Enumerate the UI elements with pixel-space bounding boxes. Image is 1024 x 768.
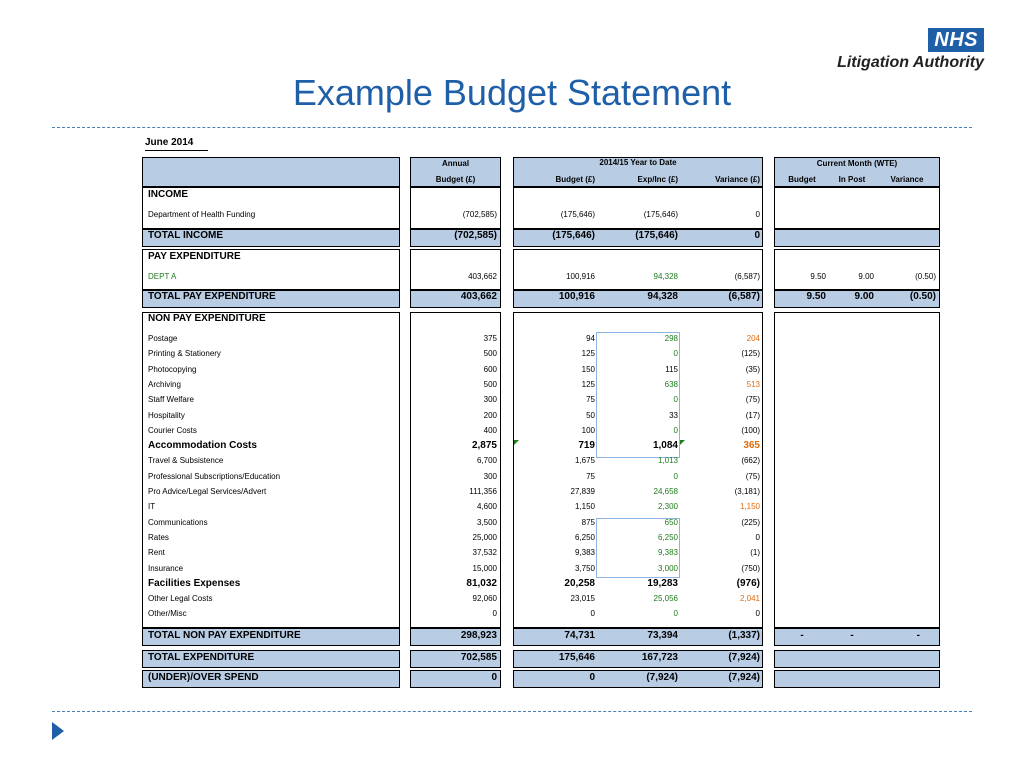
row-exp: 298 — [664, 334, 678, 343]
row-label: Courier Costs — [148, 426, 197, 435]
row-annual: 4,600 — [476, 502, 497, 511]
row-annual: 600 — [483, 365, 497, 374]
row-label: Postage — [148, 334, 178, 343]
total-exp-annual: 702,585 — [460, 652, 497, 663]
bottom-divider — [52, 711, 972, 712]
row-label: Travel & Subsistence — [148, 456, 224, 465]
under-over-budget: 0 — [589, 672, 595, 683]
header-cm-variance: Variance — [890, 175, 924, 184]
income-cm-panel — [774, 187, 940, 229]
total-pay-label: TOTAL PAY EXPENDITURE — [148, 291, 276, 302]
row-exp: 1,013 — [657, 456, 678, 465]
total-pay-cm-inpost: 9.00 — [854, 291, 874, 302]
total-exp-budget: 175,646 — [558, 652, 595, 663]
row-exp: 94,328 — [653, 272, 678, 281]
total-income-exp: (175,646) — [635, 230, 678, 241]
header-annual-budget: Budget (£) — [435, 175, 476, 184]
row-label: Staff Welfare — [148, 395, 194, 404]
total-nonpay-cm-inpost: - — [850, 630, 854, 641]
row-annual: 25,000 — [472, 533, 497, 542]
row-exp: 19,283 — [647, 578, 678, 589]
row-exp: 115 — [665, 365, 678, 374]
row-cm-inpost: 9.00 — [858, 272, 874, 281]
income-annual-panel — [410, 187, 501, 229]
row-exp: 0 — [673, 472, 678, 481]
total-exp-var: (7,924) — [728, 652, 760, 663]
row-budget: 3,750 — [574, 564, 595, 573]
pay-cm-panel — [774, 249, 940, 290]
row-var: (35) — [745, 365, 760, 374]
row-label: IT — [148, 502, 156, 511]
row-exp: 2,300 — [657, 502, 678, 511]
row-budget: 20,258 — [564, 578, 595, 589]
total-exp-exp: 167,723 — [641, 652, 678, 663]
row-budget: 125 — [581, 349, 595, 358]
total-pay-exp: 94,328 — [647, 291, 678, 302]
row-annual: 400 — [483, 426, 497, 435]
row-budget: 27,839 — [570, 487, 595, 496]
row-annual: 81,032 — [466, 578, 497, 589]
row-var: (1) — [750, 548, 760, 557]
row-label: Photocopying — [148, 365, 197, 374]
row-label: Other Legal Costs — [148, 594, 213, 603]
row-budget: 1,675 — [574, 456, 595, 465]
total-nonpay-cm-var: - — [916, 630, 920, 641]
row-var: (6,587) — [734, 272, 760, 281]
total-nonpay-cm-budget: - — [800, 630, 804, 641]
row-label: Other/Misc — [148, 609, 187, 618]
row-budget: 150 — [581, 365, 595, 374]
pay-ytd-panel — [513, 249, 763, 290]
total-income-budget: (175,646) — [552, 230, 595, 241]
under-over-annual: 0 — [491, 672, 497, 683]
row-exp: 0 — [673, 609, 678, 618]
row-exp: 0 — [673, 426, 678, 435]
row-var: (17) — [745, 411, 760, 420]
row-label: Pro Advice/Legal Services/Advert — [148, 487, 267, 496]
row-label: Hospitality — [148, 411, 185, 420]
total-nonpay-annual: 298,923 — [460, 630, 497, 641]
row-cm-var: (0.50) — [915, 272, 936, 281]
row-exp: 0 — [673, 395, 678, 404]
row-budget: 1,150 — [574, 502, 595, 511]
row-var: (125) — [741, 349, 760, 358]
row-var: (100) — [741, 426, 760, 435]
row-label: Insurance — [148, 564, 184, 573]
row-budget: 23,015 — [570, 594, 595, 603]
row-label: Accommodation Costs — [148, 440, 257, 451]
row-cm-budget: 9.50 — [810, 272, 826, 281]
header-ytd-variance: Variance (£) — [715, 175, 760, 184]
total-income-annual: (702,585) — [454, 230, 497, 241]
row-annual: 37,532 — [472, 548, 497, 557]
row-var: (3,181) — [734, 487, 760, 496]
row-annual: 0 — [492, 609, 497, 618]
row-exp: 1,084 — [652, 440, 678, 451]
total-exp-label: TOTAL EXPENDITURE — [148, 652, 255, 663]
period-label: June 2014 — [145, 137, 208, 151]
under-over-cm-panel — [774, 670, 940, 688]
nhs-badge: NHS — [928, 28, 984, 52]
row-annual: 111,356 — [469, 487, 497, 496]
row-budget: 100,916 — [566, 272, 595, 281]
total-pay-cm-var: (0.50) — [909, 291, 936, 302]
row-var: (976) — [736, 578, 760, 589]
row-var: (75) — [745, 472, 760, 481]
row-var: 204 — [746, 334, 760, 343]
row-exp: 638 — [664, 380, 678, 389]
total-nonpay-var: (1,337) — [728, 630, 760, 641]
row-exp: 25,056 — [653, 594, 678, 603]
header-current-month: Current Month (WTE) — [816, 159, 898, 168]
play-arrow-icon — [52, 722, 64, 740]
row-label: Rent — [148, 548, 165, 557]
total-income-var: 0 — [754, 230, 760, 241]
row-annual: 300 — [483, 472, 497, 481]
row-annual: 15,000 — [472, 564, 497, 573]
row-budget: 125 — [581, 380, 595, 389]
row-label: Professional Subscriptions/Education — [148, 472, 281, 481]
total-exp-cm-panel — [774, 650, 940, 668]
income-ytd-panel — [513, 187, 763, 229]
header-cm-inpost: In Post — [838, 175, 866, 184]
under-over-exp: (7,924) — [646, 672, 678, 683]
row-label: Communications — [148, 518, 208, 527]
row-annual: 92,060 — [472, 594, 497, 603]
slide-title: Example Budget Statement — [292, 72, 732, 113]
row-exp: 33 — [669, 411, 678, 420]
row-annual: 6,700 — [476, 456, 497, 465]
header-cm-budget: Budget — [788, 175, 816, 184]
total-income-cm-panel — [774, 229, 940, 247]
nhs-logo — [837, 28, 984, 72]
row-var: 513 — [746, 380, 760, 389]
row-annual: (702,585) — [462, 210, 497, 219]
header-ytd-budget: Budget (£) — [555, 175, 595, 184]
row-label: Rates — [148, 533, 169, 542]
row-budget: 94 — [586, 334, 595, 343]
row-var: 2,041 — [739, 594, 760, 603]
row-label: Printing & Stationery — [148, 349, 221, 358]
row-var: (662) — [741, 456, 760, 465]
under-over-var: (7,924) — [728, 672, 760, 683]
row-exp: 9,383 — [657, 548, 678, 557]
income-heading: INCOME — [148, 189, 188, 200]
row-label: Department of Health Funding — [148, 210, 256, 219]
row-budget: 0 — [590, 609, 595, 618]
header-label-panel — [142, 157, 400, 187]
total-nonpay-budget: 74,731 — [564, 630, 595, 641]
row-label: Archiving — [148, 380, 181, 389]
header-ytd-group: 2014/15 Year to Date — [599, 158, 677, 167]
header-annual: Annual — [441, 159, 470, 168]
row-annual: 200 — [483, 411, 497, 420]
row-exp: 3,000 — [657, 564, 678, 573]
row-var: (225) — [741, 518, 760, 527]
row-annual: 2,875 — [471, 440, 497, 451]
row-budget: 719 — [578, 440, 595, 451]
row-var: (75) — [745, 395, 760, 404]
under-over-label: (UNDER)/OVER SPEND — [148, 672, 259, 683]
row-var: 0 — [755, 210, 760, 219]
row-budget: 6,250 — [574, 533, 595, 542]
pay-annual-panel — [410, 249, 501, 290]
row-budget: 75 — [586, 395, 595, 404]
pay-heading: PAY EXPENDITURE — [148, 251, 241, 262]
row-var: (750) — [741, 564, 760, 573]
header-ytd-exp: Exp/Inc (£) — [637, 175, 678, 184]
total-pay-annual: 403,662 — [460, 291, 497, 302]
total-pay-budget: 100,916 — [558, 291, 595, 302]
total-nonpay-label: TOTAL NON PAY EXPENDITURE — [148, 630, 301, 641]
row-exp: (175,646) — [643, 210, 678, 219]
row-exp: 0 — [673, 349, 678, 358]
row-var: 1,150 — [739, 502, 760, 511]
row-annual: 403,662 — [468, 272, 497, 281]
logo-text: Litigation Authority — [837, 54, 984, 71]
row-exp: 24,658 — [653, 487, 678, 496]
row-label: Facilities Expenses — [148, 578, 241, 589]
row-var: 365 — [743, 440, 760, 451]
row-budget: (175,646) — [560, 210, 595, 219]
nonpay-heading: NON PAY EXPENDITURE — [148, 313, 266, 324]
row-var: 0 — [755, 609, 760, 618]
row-var: 0 — [755, 533, 760, 542]
total-pay-var: (6,587) — [728, 291, 760, 302]
row-exp: 6,250 — [657, 533, 678, 542]
row-annual: 3,500 — [476, 518, 497, 527]
row-annual: 300 — [483, 395, 497, 404]
total-income-label: TOTAL INCOME — [148, 230, 223, 241]
row-annual: 500 — [483, 380, 497, 389]
row-budget: 50 — [586, 411, 595, 420]
row-budget: 75 — [586, 472, 595, 481]
row-annual: 500 — [483, 349, 497, 358]
row-annual: 375 — [483, 334, 497, 343]
nonpay-cm-panel — [774, 312, 940, 628]
top-divider — [52, 127, 972, 128]
row-budget: 875 — [581, 518, 595, 527]
row-exp: 650 — [664, 518, 678, 527]
row-budget: 9,383 — [574, 548, 595, 557]
row-budget: 100 — [581, 426, 595, 435]
row-label: DEPT A — [148, 272, 177, 281]
total-nonpay-exp: 73,394 — [647, 630, 678, 641]
total-pay-cm-budget: 9.50 — [806, 291, 826, 302]
